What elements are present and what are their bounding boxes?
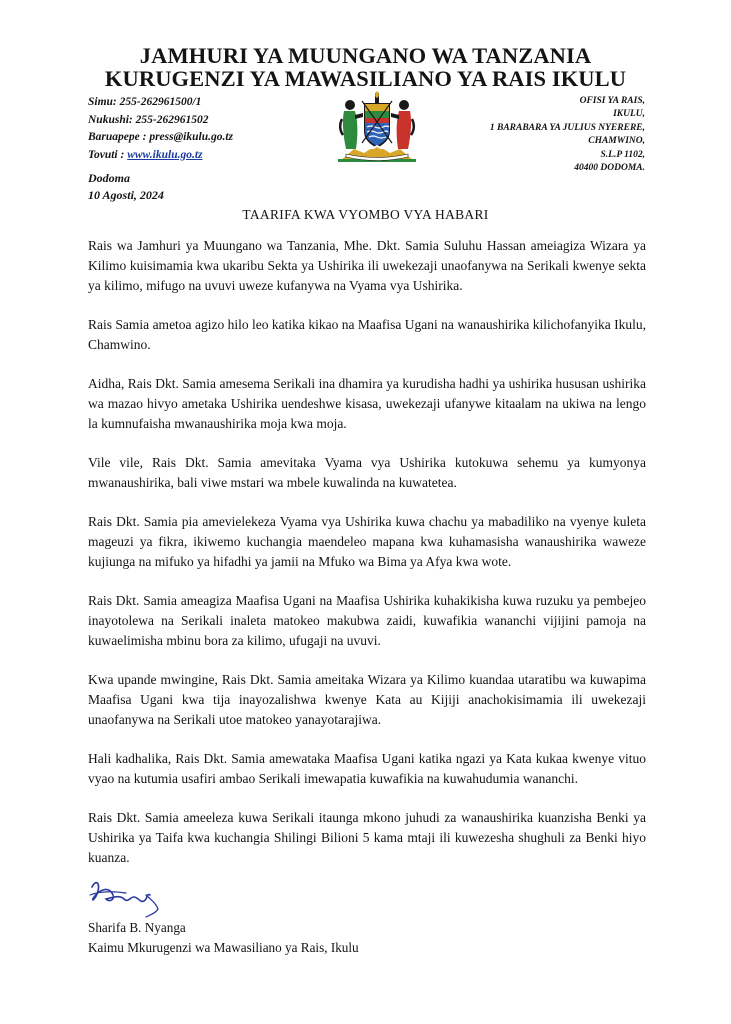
address-line: IKULU, bbox=[613, 109, 645, 120]
website-label: Tovuti : bbox=[88, 148, 128, 161]
signer-title: Kaimu Mkurugenzi wa Mawasiliano ya Rais, Ikulu bbox=[88, 940, 359, 955]
phone-number: Simu: 255-262961500/1 bbox=[88, 96, 202, 108]
address-line: 40400 DODOMA. bbox=[574, 163, 645, 174]
paragraph: Kwa upande mwingine, Rais Dkt. Samia ameitaka Wizara ya Kilimo kuandaa utaratibu wa kuwapima Maafisa Ugani kwa tija inayozalishwa kwenye Kata au Kijiji anachokisimamia ili uwekezaji unaofanywa na Serikali utoe matokeo yanayotarajiwa. bbox=[88, 672, 646, 727]
address-line: 1 BARABARA YA JULIUS NYERERE, bbox=[489, 122, 645, 133]
address-line: S.L.P 1102, bbox=[600, 149, 645, 160]
signer-block bbox=[88, 918, 359, 958]
website-link[interactable]: www.ikulu.go.tz bbox=[127, 148, 203, 161]
paragraph: Rais Samia ametoa agizo hilo leo katika kikao na Maafisa Ugani na wanaushirika kilichofanyika Ikulu, Chamwino. bbox=[88, 317, 646, 352]
fax-number: Nukushi: 255-262961502 bbox=[88, 113, 209, 126]
paragraph: Rais Dkt. Samia ameeleza kuwa Serikali itaunga mkono juhudi za wanaushirika kuanzisha Benki ya Ushirika ya Taifa kwa kuchangia Shilingi Bilioni 5 kama mtaji ili kuwezesha shughuli za Benki hiyo kuanza. bbox=[88, 810, 646, 865]
paragraph: Hali kadhalika, Rais Dkt. Samia amewataka Maafisa Ugani katika ngazi ya Kata kukaa kwenye vituo vyao na kutumia usafiri ambao Serikali imewapatia kuwafikia na kuwahudumia wananchi. bbox=[88, 751, 646, 786]
header-title-line1: JAMHURI YA MUUNGANO WA TANZANIA bbox=[139, 43, 592, 68]
date: 10 Agosti, 2024 bbox=[88, 188, 164, 202]
paragraph: Rais Dkt. Samia ameagiza Maafisa Ugani na Maafisa Ushirika kuhakikisha kuwa ruzuku ya pembejeo inayotolewa na Serikali inaleta matokeo makubwa zaidi, kuwafikia wananchi vijijini pamoja na kuwaelimisha mbinu bora za kilimo, ufugaji na uvuvi. bbox=[88, 593, 646, 648]
office-address bbox=[490, 95, 645, 175]
press-release-body bbox=[88, 236, 646, 887]
paragraph: Vile vile, Rais Dkt. Samia amevitaka Vyama vya Ushirika kutokuwa sehemu ya kumyonya mwanaushirika, bali viwe mstari wa mbele kuwalinda na kuwatetea. bbox=[88, 455, 646, 490]
paragraph: Rais Dkt. Samia pia amevielekeza Vyama vya Ushirika kuwa chachu ya mabadiliko na vyenye kuleta mageuzi ya fikra, ikiwemo kuchangia maendeleo mapana kwa kuhamasisha wanaushirika waweze kujiunga na mifuko ya hifadhi ya jamii na Mfuko wa Bima ya Afya kwa wote. bbox=[88, 514, 646, 569]
email-address: Baruapepe : press@ikulu.go.tz bbox=[88, 131, 234, 143]
header-title-line2: KURUGENZI YA MAWASILIANO YA RAIS IKULU bbox=[104, 66, 627, 91]
document-heading: TAARIFA KWA VYOMBO VYA HABARI bbox=[242, 207, 489, 222]
address-line: OFISI YA RAIS, bbox=[579, 96, 645, 106]
handwritten-signature-icon bbox=[86, 873, 176, 919]
place: Dodoma bbox=[88, 171, 130, 185]
contact-info bbox=[88, 94, 233, 164]
place-and-date bbox=[88, 170, 164, 204]
address-line: CHAMWINO, bbox=[588, 136, 645, 147]
paragraph: Rais wa Jamhuri ya Muungano wa Tanzania, Mhe. Dkt. Samia Suluhu Hassan ameiagiza Wizara ya Kilimo kuisimamia kwa ukaribu Sekta ya Ushirika ili uwekezaji unaofanywa na Serikali kwenye sekta ya kilimo, mifugo na uvuvi uweze kufanywa na Vyama vya Ushirika. bbox=[88, 238, 646, 293]
website-line bbox=[88, 147, 233, 165]
coat-of-arms-emblem-icon bbox=[334, 91, 420, 163]
paragraph: Aidha, Rais Dkt. Samia amesema Serikali ina dhamira ya kurudisha hadhi ya ushirika hususan ushirika wa mazao hivyo ametaka Ushirika uendeshwe kisasa, uwekezaji ufanywe kitaalam na ukiwa na lengo la kumnufaisha mwanaushirika moja kwa moja. bbox=[88, 376, 646, 431]
signer-name: Sharifa B. Nyanga bbox=[88, 920, 186, 935]
